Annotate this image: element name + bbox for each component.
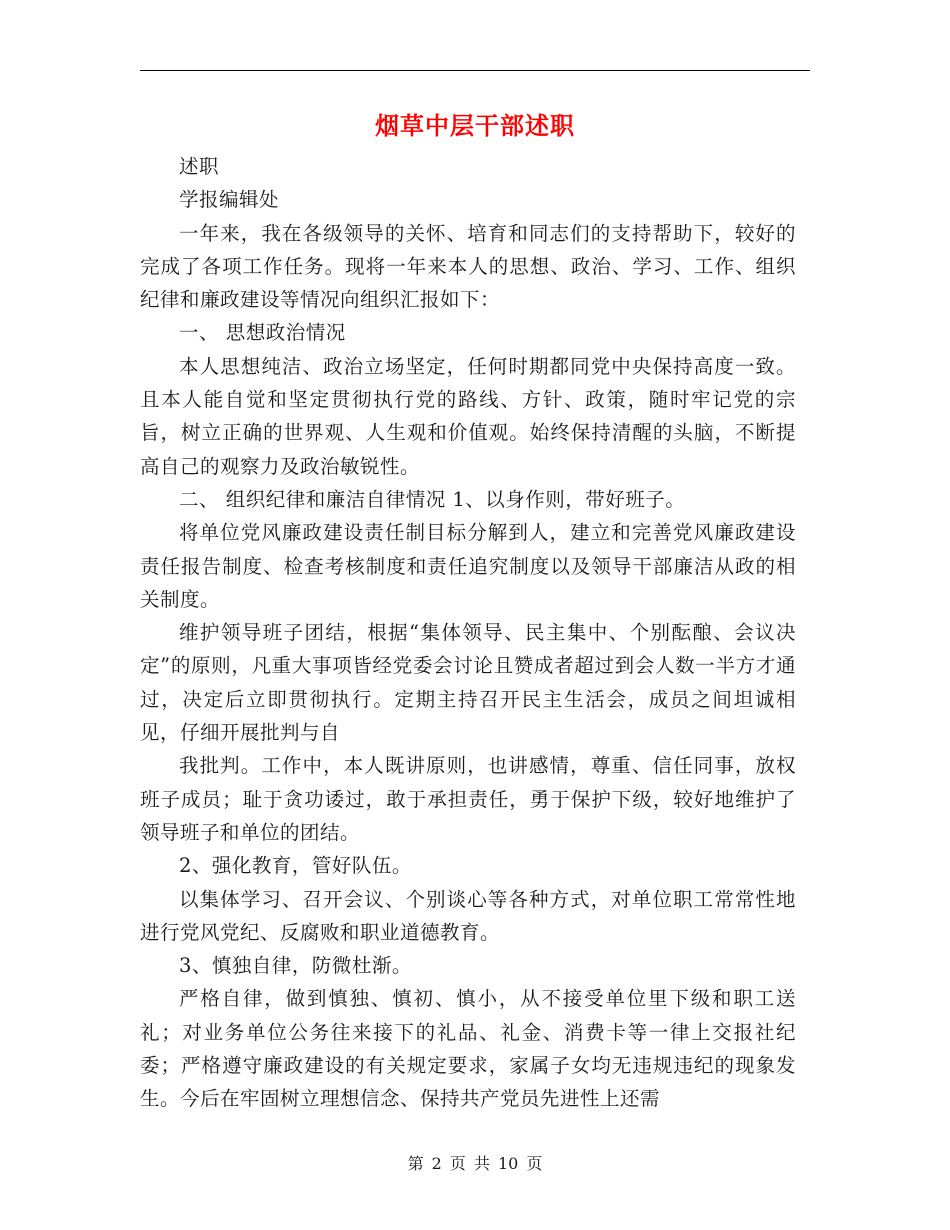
page-total: 10 [497, 1154, 519, 1173]
paragraph: 以集体学习、召开会议、个别谈心等各种方式，对单位职工常常性地进行党风党纪、反腐败和职业道德教育。 [140, 887, 796, 944]
paragraph: 学报编辑处 [179, 188, 280, 212]
document-body [140, 150, 796, 1116]
subsection-heading: 3、慎独自律，防微杜渐。 [179, 954, 412, 978]
section-heading: 一、 思想政治情况 [179, 321, 346, 345]
page-mid: 页 共 [449, 1154, 490, 1173]
paragraph: 维护领导班子团结，根据“集体领导、民主集中、个别酝酿、会议决定”的原则，凡重大事项皆经党委会讨论且赞成者超过到会人数一半方才通过，决定后立即贯彻执行。定期主持召开民主生活会，成员之间坦诚相见，仔细开展批判与自 [140, 621, 796, 745]
paragraph: 述职 [179, 155, 220, 178]
paragraph: 我批判。工作中，本人既讲原则，也讲感情，尊重、信任同事，放权班子成员；耻于贪功诿过，敢于承担责任，勇于保护下级，较好地维护了领导班子和单位的团结。 [140, 754, 796, 844]
page-footer [140, 1152, 810, 1176]
paragraph: 严格自律，做到慎独、慎初、慎小，从不接受单位里下级和职工送礼；对业务单位公务往来接下的礼品、礼金、消费卡等一律上交报社纪委；严格遵守廉政建设的有关规定要求，家属子女均无违规违纪的现象发生。今后在牢固树立理想信念、保持共产党员先进性上还需 [140, 987, 796, 1111]
page-number: 2 [431, 1154, 442, 1173]
header-rule [140, 70, 810, 71]
subsection-heading: 2、强化教育，管好队伍。 [179, 854, 412, 878]
document-title: 烟草中层干部述职 [375, 111, 575, 140]
paragraph: 将单位党风廉政建设责任制目标分解到人，建立和完善党风廉政建设责任报告制度、检查考核制度和责任追究制度以及领导干部廉洁从政的相关制度。 [140, 521, 796, 611]
section-heading: 二、 组织纪律和廉洁自律情况 1、以身作则，带好班子。 [179, 487, 686, 511]
page-suffix: 页 [526, 1154, 543, 1173]
paragraph: 一年来，我在各级领导的关怀、培育和同志们的支持帮助下，较好的完成了各项工作任务。现将一年来本人的思想、政治、学习、工作、组织纪律和廉政建设等情况向组织汇报如下： [140, 221, 796, 312]
paragraph: 本人思想纯洁、政治立场坚定，任何时期都同党中央保持高度一致。且本人能自觉和坚定贯彻执行党的路线、方针、政策，随时牢记党的宗旨，树立正确的世界观、人生观和价值观。始终保持清醒的头脑，不断提高自己的观察力及政治敏锐性。 [140, 354, 796, 478]
page-prefix: 第 [407, 1154, 424, 1173]
